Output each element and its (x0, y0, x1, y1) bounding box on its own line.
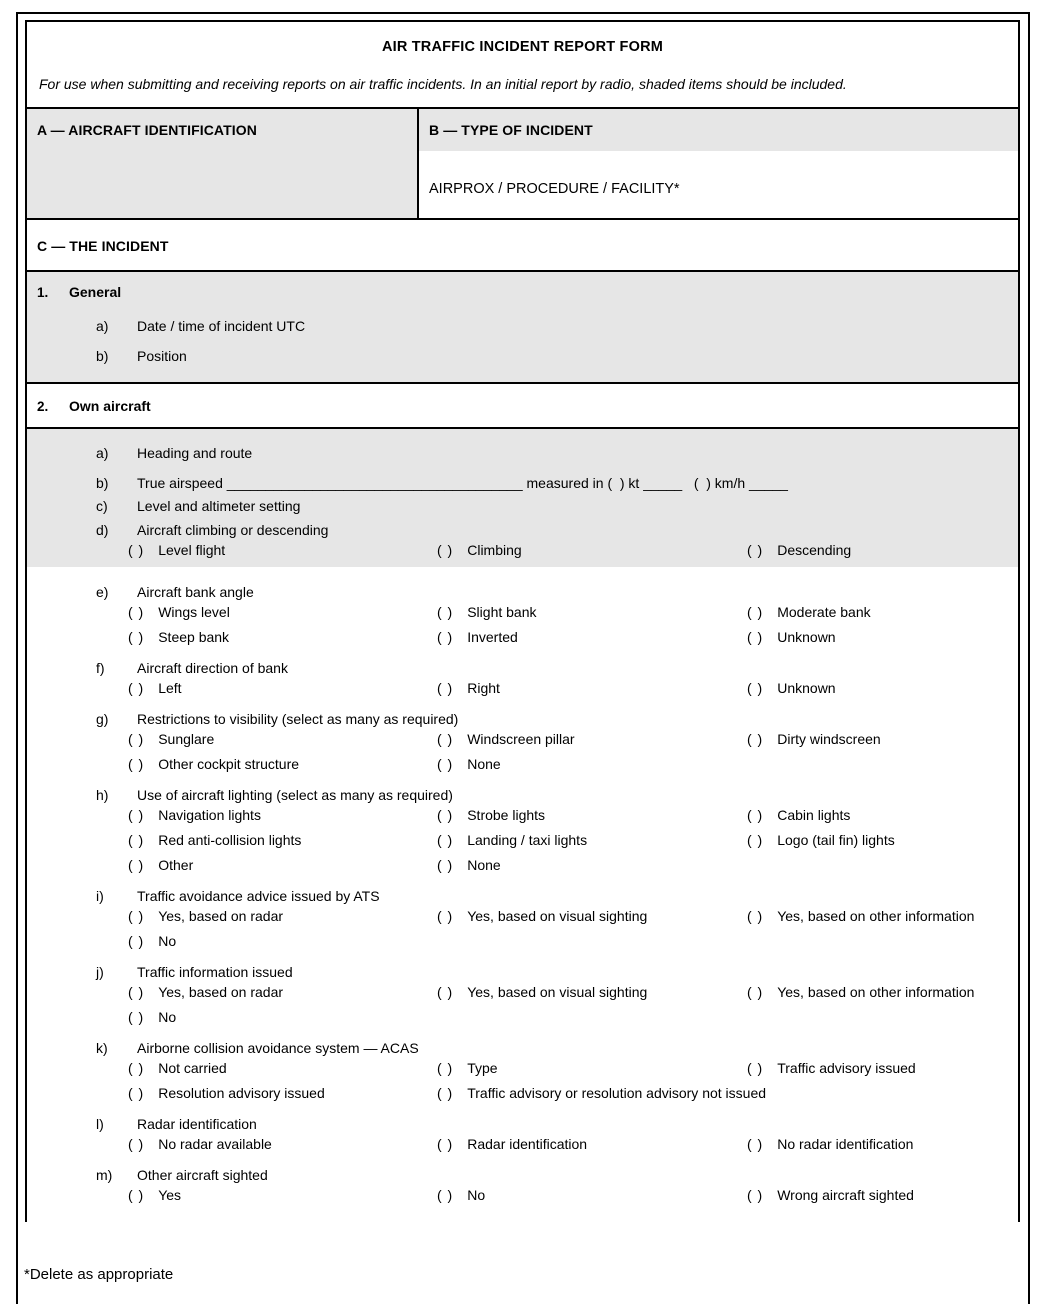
option-moderate-bank-label: Moderate bank (777, 604, 871, 621)
option-bank-right-label: Right (467, 680, 500, 697)
item-2k-letter: k) (96, 1040, 108, 1057)
checkbox-icon[interactable]: ( ) (747, 1136, 764, 1153)
item-2e-letter: e) (96, 584, 109, 601)
option-sunglare-label: Sunglare (158, 731, 215, 748)
checkbox-icon[interactable]: ( ) (128, 604, 145, 621)
option-strobe-lights[interactable] (437, 807, 545, 823)
item-1b[interactable] (37, 341, 1008, 382)
checkbox-icon[interactable]: ( ) (437, 542, 454, 559)
item-2l-options-row-1 (37, 1136, 1008, 1167)
option-navigation-lights-label: Navigation lights (158, 807, 261, 824)
item-2h-label: Use of aircraft lighting (select as many as required) (137, 787, 453, 804)
option-wrong-aircraft-sighted-label: Wrong aircraft sighted (777, 1187, 914, 1204)
item-2a[interactable] (37, 429, 1008, 475)
item-2d[interactable] (37, 522, 1008, 542)
section-b-incident-type-value: AIRPROX / PROCEDURE / FACILITY* (429, 181, 680, 198)
section-a-b-row (27, 109, 1018, 220)
option-slight-bank-label: Slight bank (467, 604, 537, 621)
subsection-2-white-block (27, 576, 1018, 1222)
option-windscreen-pillar-label: Windscreen pillar (467, 731, 575, 748)
option-radar-identification[interactable] (437, 1136, 587, 1152)
option-acas-no-advisory-issued-label: Traffic advisory or resolution advisory not issued (467, 1085, 767, 1102)
page-title: AIR TRAFFIC INCIDENT REPORT FORM (381, 39, 664, 55)
checkbox-icon[interactable]: ( ) (437, 604, 454, 621)
option-other-aircraft-no-label: No (467, 1187, 486, 1204)
item-2i-letter: i) (96, 888, 104, 905)
checkbox-icon[interactable]: ( ) (128, 1060, 145, 1077)
option-bank-direction-unknown-label: Unknown (777, 680, 836, 697)
option-sunglare[interactable] (128, 731, 214, 747)
item-2j-options-row-2 (37, 1009, 1008, 1040)
option-descending[interactable] (747, 542, 851, 558)
section-b-value-area[interactable] (419, 151, 1018, 218)
subsection-2-number: 2. (37, 399, 49, 415)
item-2f-label: Aircraft direction of bank (137, 660, 288, 677)
checkbox-icon[interactable]: ( ) (747, 542, 764, 559)
item-2m-label: Other aircraft sighted (137, 1167, 268, 1184)
item-2h-letter: h) (96, 787, 109, 804)
option-visibility-none[interactable] (437, 756, 501, 772)
form-instructions: For use when submitting and receiving reports on air traffic incidents. In an initial report by radio, shaded items should be included. (39, 76, 847, 92)
option-dirty-windscreen-label: Dirty windscreen (777, 731, 881, 748)
option-traffic-info-visual[interactable] (437, 984, 647, 1000)
checkbox-icon[interactable]: ( ) (128, 1085, 145, 1102)
option-visibility-none-label: None (467, 756, 501, 773)
checkbox-icon[interactable]: ( ) (437, 857, 454, 874)
option-traffic-info-no-label: No (158, 1009, 177, 1026)
section-a-aircraft-identification[interactable] (27, 109, 419, 218)
option-no-radar-available[interactable] (128, 1136, 272, 1152)
option-logo-lights-label: Logo (tail fin) lights (777, 832, 895, 849)
item-2b-letter: b) (96, 475, 109, 492)
option-ats-advice-visual-label: Yes, based on visual sighting (467, 908, 648, 925)
item-2j-options-row-1 (37, 984, 1008, 1009)
option-steep-bank[interactable] (128, 629, 229, 645)
subsection-2-header-row (27, 384, 1018, 429)
item-2j-letter: j) (96, 964, 104, 981)
item-2k-options-row-1 (37, 1060, 1008, 1085)
option-red-anti-collision-lights-label: Red anti-collision lights (158, 832, 302, 849)
item-2e-options-row-1 (37, 604, 1008, 629)
item-2k-options-row-2 (37, 1085, 1008, 1116)
item-2h-options-row-3 (37, 857, 1008, 888)
option-no-radar-identification[interactable] (747, 1136, 913, 1152)
checkbox-icon[interactable]: ( ) (747, 832, 764, 849)
option-level-flight-label: Level flight (158, 542, 226, 559)
subsection-2-header (27, 384, 1018, 427)
item-1b-letter: b) (96, 348, 109, 365)
option-ats-advice-radar-label: Yes, based on radar (158, 908, 284, 925)
form-header-block (27, 22, 1018, 109)
subsection-1-header (27, 272, 1018, 311)
section-c-heading-row (27, 220, 1018, 272)
item-2e[interactable] (37, 584, 1008, 604)
option-traffic-info-radar[interactable] (128, 984, 283, 1000)
section-b-type-of-incident (419, 109, 1018, 218)
option-climbing[interactable] (437, 542, 522, 558)
section-c-heading: C — THE INCIDENT (37, 238, 169, 255)
option-slight-bank[interactable] (437, 604, 537, 620)
item-2h-options-row-2 (37, 832, 1008, 857)
option-acas-no-advisory-issued[interactable] (437, 1085, 766, 1101)
option-bank-unknown-label: Unknown (777, 629, 836, 646)
checkbox-icon[interactable]: ( ) (437, 832, 454, 849)
item-1b-label: Position (137, 348, 187, 365)
checkbox-icon[interactable]: ( ) (437, 807, 454, 824)
item-2g[interactable] (37, 711, 1008, 731)
checkbox-icon[interactable]: ( ) (128, 984, 145, 1001)
item-2d-options-row-1 (37, 542, 1008, 567)
footnote-delete-as-appropriate: *Delete as appropriate (24, 1266, 174, 1283)
subsection-1-title: General (69, 284, 122, 301)
option-bank-unknown[interactable] (747, 629, 836, 645)
option-ats-advice-other[interactable] (747, 908, 974, 924)
checkbox-icon[interactable]: ( ) (128, 629, 145, 646)
section-b-heading: B — TYPE OF INCIDENT (429, 122, 593, 139)
option-steep-bank-label: Steep bank (158, 629, 230, 646)
checkbox-icon[interactable]: ( ) (128, 1136, 145, 1153)
item-2d-label: Aircraft climbing or descending (137, 522, 329, 539)
subsection-1-number: 1. (37, 285, 49, 301)
option-other-aircraft-yes[interactable] (128, 1187, 181, 1203)
option-acas-resolution-advisory-issued-label: Resolution advisory issued (158, 1085, 325, 1102)
option-other-aircraft-yes-label: Yes (158, 1187, 182, 1204)
item-2f[interactable] (37, 660, 1008, 680)
checkbox-icon[interactable]: ( ) (128, 542, 145, 559)
option-acas-type-label: Type (467, 1060, 498, 1077)
option-traffic-info-visual-label: Yes, based on visual sighting (467, 984, 648, 1001)
option-landing-taxi-lights-label: Landing / taxi lights (467, 832, 588, 849)
checkbox-icon[interactable]: ( ) (437, 984, 454, 1001)
checkbox-icon[interactable]: ( ) (747, 1060, 764, 1077)
checkbox-icon[interactable]: ( ) (128, 1009, 145, 1026)
item-2m-letter: m) (96, 1167, 113, 1184)
option-logo-lights[interactable] (747, 832, 895, 848)
checkbox-icon[interactable]: ( ) (437, 731, 454, 748)
item-2m-options-row-1 (37, 1187, 1008, 1212)
section-a-heading: A — AIRCRAFT IDENTIFICATION (37, 122, 257, 139)
item-2g-options-row-2 (37, 756, 1008, 787)
option-landing-taxi-lights[interactable] (437, 832, 587, 848)
option-bank-left-label: Left (158, 680, 182, 697)
option-traffic-info-radar-label: Yes, based on radar (158, 984, 284, 1001)
option-no-radar-identification-label: No radar identification (777, 1136, 914, 1153)
subsection-2-shaded-block (27, 429, 1018, 567)
checkbox-icon[interactable]: ( ) (128, 756, 145, 773)
item-2a-letter: a) (96, 445, 109, 462)
option-ats-advice-no[interactable] (128, 933, 176, 949)
option-climbing-label: Climbing (467, 542, 522, 559)
checkbox-icon[interactable]: ( ) (437, 1187, 454, 1204)
checkbox-icon[interactable]: ( ) (128, 832, 145, 849)
checkbox-icon[interactable]: ( ) (437, 680, 454, 697)
option-acas-traffic-advisory-issued-label: Traffic advisory issued (777, 1060, 916, 1077)
option-bank-left[interactable] (128, 680, 182, 696)
item-2c-letter: c) (96, 498, 108, 515)
checkbox-icon[interactable]: ( ) (747, 731, 764, 748)
subsection-2-shaded-items (27, 429, 1018, 567)
item-2l-letter: l) (96, 1116, 104, 1133)
item-2e-options-row-2 (37, 629, 1008, 660)
item-1a-letter: a) (96, 318, 109, 335)
checkbox-icon[interactable]: ( ) (437, 1085, 454, 1102)
checkbox-icon[interactable]: ( ) (747, 629, 764, 646)
option-other-aircraft-no[interactable] (437, 1187, 485, 1203)
option-dirty-windscreen[interactable] (747, 731, 881, 747)
item-2l-label: Radar identification (137, 1116, 257, 1133)
option-lighting-other-label: Other (158, 857, 194, 874)
option-acas-resolution-advisory-issued[interactable] (128, 1085, 325, 1101)
option-level-flight[interactable] (128, 542, 225, 558)
checkbox-icon[interactable]: ( ) (747, 1187, 764, 1204)
checkbox-icon[interactable]: ( ) (437, 1060, 454, 1077)
option-cabin-lights-label: Cabin lights (777, 807, 851, 824)
option-ats-advice-no-label: No (158, 933, 177, 950)
checkbox-icon[interactable]: ( ) (747, 908, 764, 925)
item-2f-options-row-1 (37, 680, 1008, 711)
item-2j-label: Traffic information issued (137, 964, 293, 981)
option-ats-advice-other-label: Yes, based on other information (777, 908, 975, 925)
option-red-anti-collision-lights[interactable] (128, 832, 301, 848)
checkbox-icon[interactable]: ( ) (128, 908, 145, 925)
option-strobe-lights-label: Strobe lights (467, 807, 546, 824)
item-2b-label: True airspeed ______________________________________ measured in ( ) kt _____ ( ) km/h _____ (137, 475, 788, 492)
option-acas-not-carried-label: Not carried (158, 1060, 227, 1077)
item-2j[interactable] (37, 964, 1008, 984)
checkbox-icon[interactable]: ( ) (128, 933, 145, 950)
item-2i-options-row-2 (37, 933, 1008, 964)
subsection-2-white-items (27, 576, 1018, 1222)
item-2k[interactable] (37, 1040, 1008, 1060)
option-navigation-lights[interactable] (128, 807, 261, 823)
item-2f-letter: f) (96, 660, 105, 677)
checkbox-icon[interactable]: ( ) (437, 1136, 454, 1153)
option-wrong-aircraft-sighted[interactable] (747, 1187, 914, 1203)
item-2l[interactable] (37, 1116, 1008, 1136)
incident-report-form (25, 20, 1020, 1222)
section-b-heading-band (419, 109, 1018, 151)
option-acas-type[interactable] (437, 1060, 498, 1076)
option-lighting-other[interactable] (128, 857, 193, 873)
checkbox-icon[interactable]: ( ) (128, 680, 145, 697)
item-2i-options-row-1 (37, 908, 1008, 933)
checkbox-icon[interactable]: ( ) (437, 629, 454, 646)
option-other-cockpit-structure-label: Other cockpit structure (158, 756, 300, 773)
item-2i[interactable] (37, 888, 1008, 908)
item-2a-label: Heading and route (137, 445, 253, 462)
item-2g-label: Restrictions to visibility (select as many as required) (137, 711, 459, 728)
subsection-2-title: Own aircraft (69, 398, 151, 415)
option-windscreen-pillar[interactable] (437, 731, 575, 747)
checkbox-icon[interactable]: ( ) (747, 604, 764, 621)
subsection-1-general (27, 272, 1018, 384)
item-2i-label: Traffic avoidance advice issued by ATS (137, 888, 380, 905)
checkbox-icon[interactable]: ( ) (437, 908, 454, 925)
option-traffic-info-no[interactable] (128, 1009, 176, 1025)
item-2g-letter: g) (96, 711, 109, 728)
option-no-radar-available-label: No radar available (158, 1136, 272, 1153)
option-acas-not-carried[interactable] (128, 1060, 227, 1076)
item-2k-label: Airborne collision avoidance system — ACAS (137, 1040, 419, 1057)
item-2g-options-row-1 (37, 731, 1008, 756)
item-2m[interactable] (37, 1167, 1008, 1187)
option-acas-traffic-advisory-issued[interactable] (747, 1060, 916, 1076)
item-1a-label: Date / time of incident UTC (137, 318, 306, 335)
checkbox-icon[interactable]: ( ) (128, 857, 145, 874)
subsection-1-items (27, 311, 1018, 382)
option-bank-direction-unknown[interactable] (747, 680, 836, 696)
option-ats-advice-visual[interactable] (437, 908, 647, 924)
option-traffic-info-other-label: Yes, based on other information (777, 984, 975, 1001)
item-2c[interactable] (37, 498, 1008, 522)
option-lighting-none-label: None (467, 857, 501, 874)
option-wings-level[interactable] (128, 604, 230, 620)
checkbox-icon[interactable]: ( ) (747, 680, 764, 697)
item-1a[interactable] (37, 311, 1008, 341)
option-wings-level-label: Wings level (158, 604, 230, 621)
item-2h[interactable] (37, 787, 1008, 807)
option-other-cockpit-structure[interactable] (128, 756, 299, 772)
checkbox-icon[interactable]: ( ) (128, 731, 145, 748)
item-2c-label: Level and altimeter setting (137, 498, 301, 515)
checkbox-icon[interactable]: ( ) (128, 1187, 145, 1204)
checkbox-icon[interactable]: ( ) (747, 984, 764, 1001)
item-2d-letter: d) (96, 522, 109, 539)
item-2b[interactable] (37, 475, 1008, 498)
option-bank-right[interactable] (437, 680, 500, 696)
option-ats-advice-radar[interactable] (128, 908, 283, 924)
checkbox-icon[interactable]: ( ) (437, 756, 454, 773)
option-radar-identification-label: Radar identification (467, 1136, 588, 1153)
checkbox-icon[interactable]: ( ) (747, 807, 764, 824)
item-2e-label: Aircraft bank angle (137, 584, 254, 601)
option-traffic-info-other[interactable] (747, 984, 974, 1000)
option-cabin-lights[interactable] (747, 807, 850, 823)
option-descending-label: Descending (777, 542, 852, 559)
option-lighting-none[interactable] (437, 857, 501, 873)
option-inverted[interactable] (437, 629, 518, 645)
option-moderate-bank[interactable] (747, 604, 871, 620)
option-inverted-label: Inverted (467, 629, 518, 646)
item-2h-options-row-1 (37, 807, 1008, 832)
checkbox-icon[interactable]: ( ) (128, 807, 145, 824)
